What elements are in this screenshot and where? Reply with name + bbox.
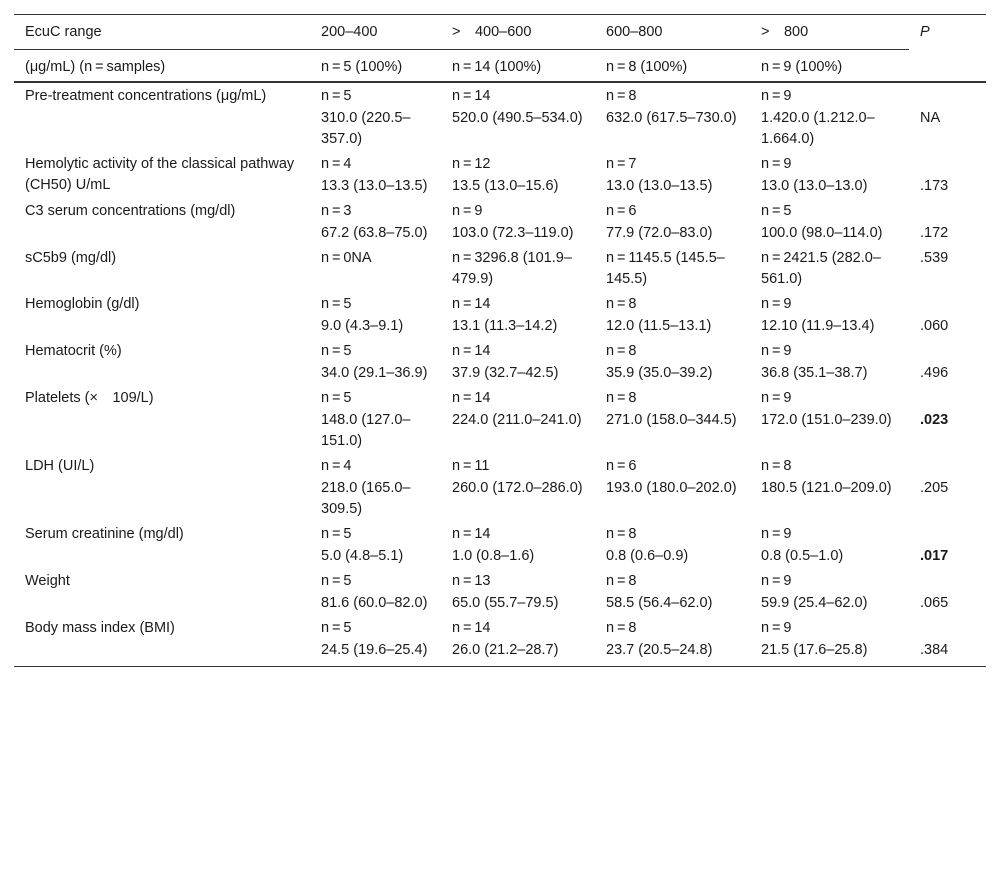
p-value-cell — [909, 292, 986, 339]
median-iqr-value: 34.0 (29.1–36.9) — [321, 365, 428, 381]
median-iqr-value: 5.0 (4.8–5.1) — [321, 548, 404, 564]
p-value-cell — [909, 386, 986, 454]
median-iqr-value: 36.8 (35.1–38.7) — [761, 365, 868, 381]
row-cell — [441, 386, 595, 454]
row-cell — [441, 82, 595, 152]
header-range-200-400: 200–400 — [310, 15, 441, 50]
table-row — [14, 454, 986, 522]
median-iqr-value: 13.0 (13.0–13.0) — [761, 178, 868, 194]
median-iqr-value: 67.2 (63.8–75.0) — [321, 225, 428, 241]
sample-count: n = 5 — [321, 88, 352, 104]
table-row — [14, 386, 986, 454]
median-iqr-value: 0.8 (0.6–0.9) — [606, 548, 689, 564]
table-row — [14, 292, 986, 339]
row-cell — [750, 569, 909, 616]
sample-count: n = 8 — [606, 296, 637, 312]
p-value-cell — [909, 246, 986, 292]
sample-count: n = 13 — [452, 573, 491, 589]
p-value: .539 — [920, 250, 949, 266]
row-label: C3 serum concentrations (mg/dl) — [25, 203, 236, 219]
sample-count: n = 9 — [452, 203, 483, 219]
p-value: .173 — [920, 178, 949, 194]
row-cell — [595, 616, 750, 667]
table-row — [14, 199, 986, 246]
sample-count: n = 8 — [606, 343, 637, 359]
sample-count: n = 6 — [606, 458, 637, 474]
sample-count: n = 3 — [321, 203, 352, 219]
row-label: Platelets (× 109/L) — [25, 390, 154, 406]
row-cell — [310, 292, 441, 339]
row-cell — [441, 246, 595, 292]
row-cell — [441, 522, 595, 569]
row-cell — [750, 454, 909, 522]
header-n-800: n = 9 (100%) — [750, 50, 909, 83]
sample-count: n = 8 — [606, 526, 637, 542]
sample-count: n = 2421.5 (282.0–561.0) — [761, 250, 881, 287]
row-label: LDH (UI/L) — [25, 458, 95, 474]
median-iqr-value: 65.0 (55.7–79.5) — [452, 595, 559, 611]
sample-count: n = 4 — [321, 156, 352, 172]
row-label: Hematocrit (%) — [25, 343, 122, 359]
median-iqr-value: 520.0 (490.5–534.0) — [452, 110, 583, 126]
p-value-cell — [909, 569, 986, 616]
sample-count: n = 7 — [606, 156, 637, 172]
row-label: Pre-treatment concentrations (μg/mL) — [25, 88, 267, 104]
table-row — [14, 522, 986, 569]
row-cell — [750, 386, 909, 454]
header-range-400-600: > 400–600 — [441, 15, 595, 50]
median-iqr-value: 193.0 (180.0–202.0) — [606, 480, 737, 496]
sample-count: n = 14 — [452, 620, 491, 636]
row-cell — [310, 339, 441, 386]
median-iqr-value: 1.0 (0.8–1.6) — [452, 548, 535, 564]
sample-count: n = 5 — [321, 390, 352, 406]
median-iqr-value: 26.0 (21.2–28.7) — [452, 642, 559, 658]
median-iqr-value: 224.0 (211.0–241.0) — [452, 412, 582, 428]
row-cell — [595, 522, 750, 569]
row-cell — [595, 386, 750, 454]
median-iqr-value: 218.0 (165.0–309.5) — [321, 480, 411, 517]
header-n-200-400: n = 5 (100%) — [310, 50, 441, 83]
row-cell — [441, 569, 595, 616]
sample-count: n = 9 — [761, 390, 792, 406]
sample-count: n = 8 — [606, 573, 637, 589]
median-iqr-value: 1.420.0 (1.212.0–1.664.0) — [761, 110, 875, 147]
median-iqr-value: 310.0 (220.5–357.0) — [321, 110, 411, 147]
sample-count: n = 5 — [321, 296, 352, 312]
median-iqr-value: 35.9 (35.0–39.2) — [606, 365, 713, 381]
row-label: Hemolytic activity of the classical pathway (CH50) U/mL — [25, 156, 295, 193]
p-value-cell — [909, 82, 986, 152]
row-cell — [750, 246, 909, 292]
median-iqr-value: 37.9 (32.7–42.5) — [452, 365, 559, 381]
p-value: .205 — [920, 480, 949, 496]
row-cell — [750, 616, 909, 667]
row-cell — [310, 454, 441, 522]
sample-count: n = 8 — [606, 88, 637, 104]
sample-count: n = 6 — [606, 203, 637, 219]
header-n-400-600: n = 14 (100%) — [441, 50, 595, 83]
header-ecuc-range: EcuC range — [14, 15, 310, 50]
median-iqr-value: 21.5 (17.6–25.8) — [761, 642, 868, 658]
row-cell — [441, 616, 595, 667]
median-iqr-value: 271.0 (158.0–344.5) — [606, 412, 737, 428]
row-cell — [595, 199, 750, 246]
header-row-1 — [14, 15, 986, 50]
median-iqr-value: 9.0 (4.3–9.1) — [321, 318, 404, 334]
p-value: .017 — [920, 548, 949, 564]
row-label: Body mass index (BMI) — [14, 616, 310, 667]
header-range-800: > 800 — [750, 15, 909, 50]
p-value-cell — [909, 522, 986, 569]
median-iqr-value: 24.5 (19.6–25.4) — [321, 642, 428, 658]
p-value: .060 — [920, 318, 949, 334]
row-cell — [441, 199, 595, 246]
sample-count: n = 8 — [606, 390, 637, 406]
sample-count: n = 9 — [761, 526, 792, 542]
p-value: .496 — [920, 365, 949, 381]
sample-count: n = 14 — [452, 296, 491, 312]
row-label: sC5b9 (mg/dl) — [25, 250, 117, 266]
p-value-cell — [909, 152, 986, 199]
row-cell — [750, 82, 909, 152]
header-p-spacer — [909, 50, 986, 83]
row-label: Weight — [25, 573, 70, 589]
table-body — [14, 82, 986, 667]
median-iqr-value: 260.0 (172.0–286.0) — [452, 480, 583, 496]
p-value: NA — [920, 110, 941, 126]
header-n-600-800: n = 8 (100%) — [595, 50, 750, 83]
sample-count: n = 9 — [761, 88, 792, 104]
median-iqr-value: 0.8 (0.5–1.0) — [761, 548, 844, 564]
row-cell — [595, 454, 750, 522]
p-value: .023 — [920, 412, 949, 428]
row-cell — [310, 569, 441, 616]
sample-count: n = 9 — [761, 296, 792, 312]
median-iqr-value: 12.10 (11.9–13.4) — [761, 318, 875, 334]
sample-count: n = 5 — [761, 203, 792, 219]
row-cell — [310, 522, 441, 569]
median-iqr-value: 13.3 (13.0–13.5) — [321, 178, 428, 194]
median-iqr-value: 172.0 (151.0–239.0) — [761, 412, 892, 428]
row-cell — [441, 454, 595, 522]
table-row — [14, 569, 986, 616]
median-iqr-value: 148.0 (127.0–151.0) — [321, 412, 411, 449]
median-iqr-value: 13.1 (11.3–14.2) — [452, 318, 558, 334]
sample-count: n = 9 — [761, 343, 792, 359]
sample-count: n = 9 — [761, 620, 792, 636]
sample-count: n = 3296.8 (101.9–479.9) — [452, 250, 572, 287]
row-label: Serum creatinine (mg/dl) — [25, 526, 184, 542]
row-cell — [310, 246, 441, 292]
row-cell — [595, 339, 750, 386]
row-cell — [595, 569, 750, 616]
row-cell — [595, 82, 750, 152]
sample-count: n = 14 — [452, 526, 491, 542]
sample-count: n = 1145.5 (145.5–145.5) — [606, 250, 725, 287]
sample-count: n = 8 — [761, 458, 792, 474]
median-iqr-value: 180.5 (121.0–209.0) — [761, 480, 892, 496]
row-cell — [595, 292, 750, 339]
row-cell — [750, 199, 909, 246]
median-iqr-value: 13.5 (13.0–15.6) — [452, 178, 559, 194]
p-value-cell — [909, 199, 986, 246]
p-value-cell — [909, 339, 986, 386]
row-cell — [310, 199, 441, 246]
median-iqr-value: 77.9 (72.0–83.0) — [606, 225, 713, 241]
sample-count: n = 5 — [321, 620, 352, 636]
table-row — [14, 82, 986, 152]
median-iqr-value: 12.0 (11.5–13.1) — [606, 318, 712, 334]
row-cell — [310, 152, 441, 199]
median-iqr-value: 632.0 (617.5–730.0) — [606, 110, 737, 126]
sample-count: n = 14 — [452, 88, 491, 104]
median-iqr-value: 59.9 (25.4–62.0) — [761, 595, 868, 611]
row-cell — [310, 386, 441, 454]
header-units: (μg/mL) (n = samples) — [14, 50, 310, 83]
p-value: .172 — [920, 225, 949, 241]
row-cell — [750, 339, 909, 386]
median-iqr-value: 13.0 (13.0–13.5) — [606, 178, 713, 194]
sample-count: n = 5 — [321, 526, 352, 542]
row-cell — [750, 152, 909, 199]
row-cell — [310, 82, 441, 152]
sample-count: n = 5 — [321, 343, 352, 359]
table-row — [14, 152, 986, 199]
row-label: Hemoglobin (g/dl) — [25, 296, 140, 312]
median-iqr-value: 100.0 (98.0–114.0) — [761, 225, 883, 241]
sample-count: n = 9 — [761, 573, 792, 589]
header-p: P — [909, 15, 986, 50]
sample-count: n = 5 — [321, 573, 352, 589]
sample-count: n = 4 — [321, 458, 352, 474]
table-row — [14, 616, 986, 667]
sample-count: n = 14 — [452, 390, 491, 406]
sample-count: n = 11 — [452, 458, 490, 474]
row-cell — [310, 616, 441, 667]
p-value-cell — [909, 454, 986, 522]
table-row — [14, 246, 986, 292]
sample-count: n = 0NA — [321, 250, 372, 266]
data-table — [14, 14, 986, 667]
p-value: .065 — [920, 595, 949, 611]
median-iqr-value: 58.5 (56.4–62.0) — [606, 595, 713, 611]
median-iqr-value: 81.6 (60.0–82.0) — [321, 595, 428, 611]
p-value-cell — [909, 616, 986, 667]
row-cell — [441, 292, 595, 339]
sample-count: n = 12 — [452, 156, 491, 172]
row-cell — [441, 152, 595, 199]
row-cell — [595, 152, 750, 199]
median-iqr-value: 23.7 (20.5–24.8) — [606, 642, 713, 658]
sample-count: n = 8 — [606, 620, 637, 636]
row-cell — [441, 339, 595, 386]
median-iqr-value: 103.0 (72.3–119.0) — [452, 225, 574, 241]
table-row — [14, 339, 986, 386]
row-cell — [595, 246, 750, 292]
header-row-2 — [14, 50, 986, 83]
table-header — [14, 15, 986, 83]
header-range-600-800: 600–800 — [595, 15, 750, 50]
sample-count: n = 14 — [452, 343, 491, 359]
row-cell — [750, 522, 909, 569]
sample-count: n = 9 — [761, 156, 792, 172]
row-cell — [750, 292, 909, 339]
p-value: .384 — [920, 642, 949, 658]
